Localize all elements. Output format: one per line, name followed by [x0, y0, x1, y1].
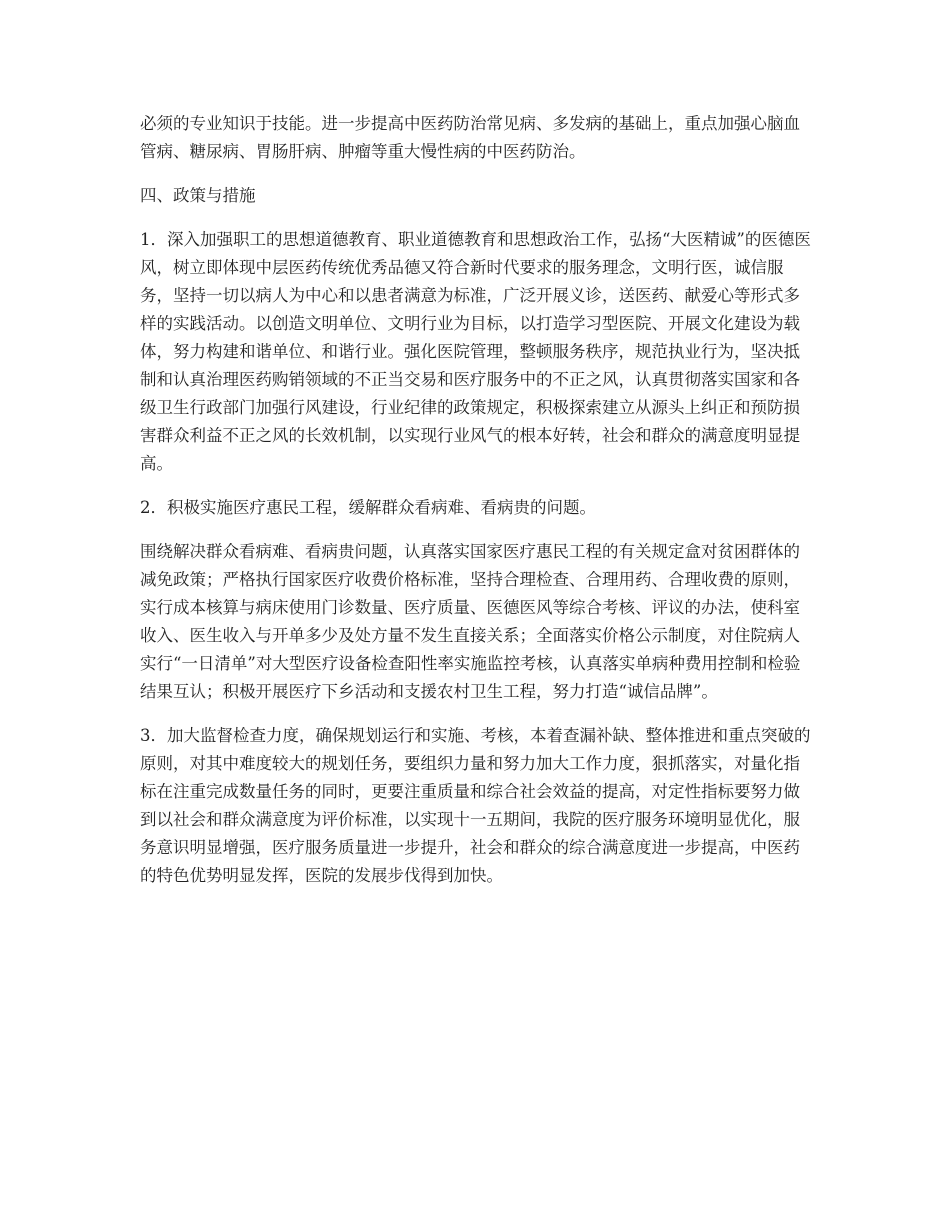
paragraph-item-3-supervision: 3．加大监督检查力度，确保规划运行和实施、考核，本着查漏补缺、整体推进和重点突破的原则，对其中难度较大的规划任务，要组织力量和努力加大工作力度，狠抓落实，对量化指标在注重完成数量任务的同时，更要注重质量和综合社会效益的提高，对定性指标要努力做到以社会和群众满意度为评价标准，以实现十一五期间，我院的医疗服务环境明显优化，服务意识明显增强，医疗服务质量进一步提升，社会和群众的综合满意度进一步提高，中医药的特色优势明显发挥，医院的发展步伐得到加快。	[140, 726, 811, 885]
paragraph-item-2-body: 围绕解决群众看病难、看病贵问题，认真落实国家医疗惠民工程的有关规定盒对贫困群体的减免政策；严格执行国家医疗收费价格标准，坚持合理检查、合理用药、合理收费的原则，实行成本核算与病床使用门诊数量、医疗质量、医德医风等综合考核、评议的办法，使科室收入、医生收入与开单多少及处方量不发生直接关系；全面落实价格公示制度，对住院病人实行“一日清单”对大型医疗设备检查阳性率实施监控考核，认真落实单病种费用控制和检验结果互认；积极开展医疗下乡活动和支援农村卫生工程，努力打造“诚信品牌”。	[140, 542, 801, 701]
document-body	[140, 110, 812, 906]
paragraph-item-1-ethics: 1．深入加强职工的思想道德教育、职业道德教育和思想政治工作，弘扬“大医精诚”的医德医风，树立即体现中层医药传统优秀品德又符合新时代要求的服务理念，文明行医，诚信服务，坚持一切以病人为中心和以患者满意为标准，广泛开展义诊，送医药、献爱心等形式多样的实践活动。以创造文明单位、文明行业为目标，以打造学习型医院、开展文化建设为载体，努力构建和谐单位、和谐行业。强化医院管理，整顿服务秩序，规范执业行为，坚决抵制和认真治理医药购销领域的不正当交易和医疗服务中的不正之风，认真贯彻落实国家和各级卫生行政部门加强行风建设，行业纪律的政策规定，积极探索建立从源头上纠正和预防损害群众利益不正之风的长效机制，以实现行业风气的根本好转，社会和群众的满意度明显提高。	[140, 230, 811, 473]
section-heading-policies: 四、政策与措施	[140, 186, 256, 205]
paragraph-item-2-heading: 2．积极实施医疗惠民工程，缓解群众看病难、看病贵的问题。	[140, 498, 596, 517]
paragraph-health-goals: 必须的专业知识于技能。进一步提高中医药防治常见病、多发病的基础上，重点加强心脑血管病、糖尿病、胃肠肝病、肿瘤等重大慢性病的中医药防治。	[140, 114, 800, 161]
